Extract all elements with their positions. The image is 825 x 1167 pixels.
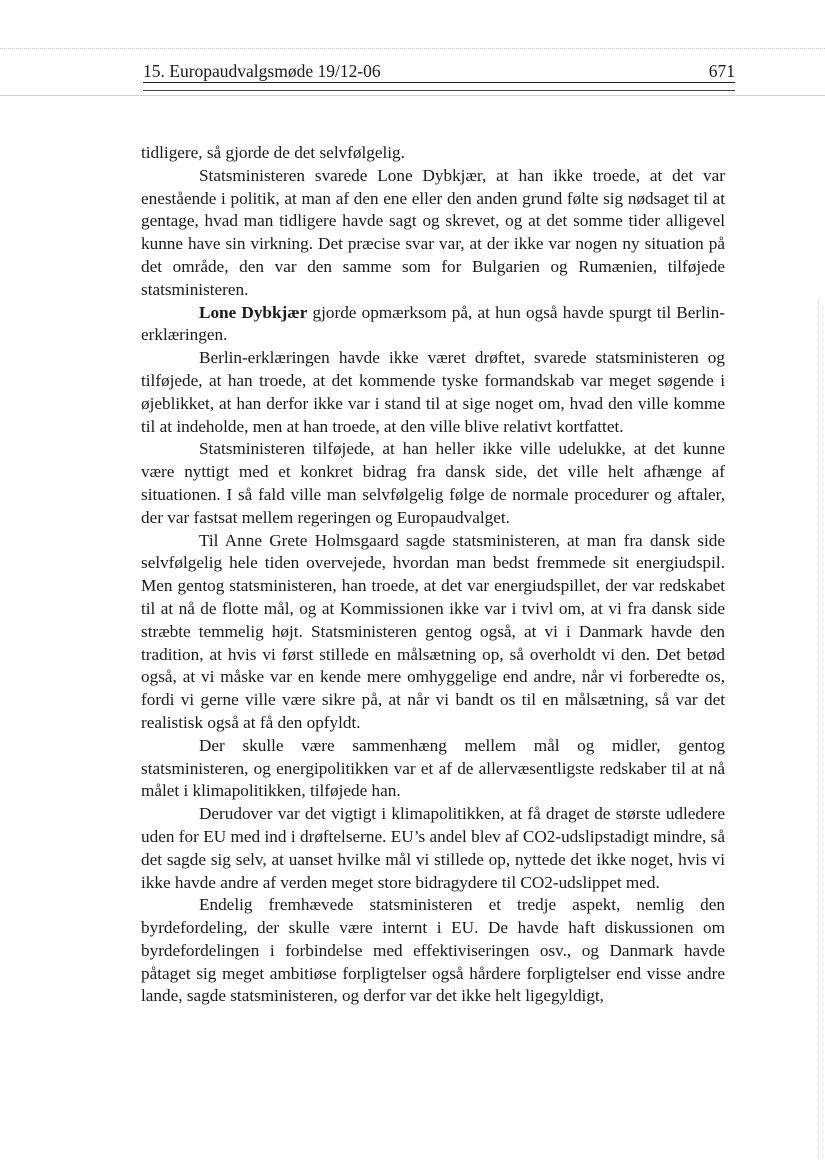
paragraph-continuation bbox=[141, 142, 725, 165]
running-header bbox=[143, 60, 735, 83]
paragraph bbox=[141, 530, 725, 735]
header-rule bbox=[143, 90, 735, 91]
paragraph-text: Endelig fremhævede statsministeren et tredje aspekt, nemlig den byrdefordeling, der skulle være internt i EU. De havde haft diskussionen om byrdefordelingen i forbindelse med effektiviseringen osv., og Danmark havde påtaget sig meget ambitiøse forpligtelser også hårdere forpligtelser end visse andre lande, sagde statsministeren, og derfor var det ikke helt ligegyldigt, bbox=[141, 895, 725, 1006]
header-title: 15. Europaudvalgsmøde 19/12-06 bbox=[143, 61, 381, 81]
paragraph-text: Statsministeren tilføjede, at han heller ikke ville udelukke, at det kunne være nyttigt med et konkret bidrag fra dansk side, det ville helt afhænge af situationen. I så fald ville man selvfølgelig følge de normale procedurer og aftaler, der var fastsat mellem regeringen og Europaudvalget. bbox=[141, 439, 725, 527]
paragraph-text: Der skulle være sammenhæng mellem mål og midler, gentog statsministeren, og energipolitikken var et af de allervæsentligste redskaber til at nå målet i klimapolitikken, tilføjede han. bbox=[141, 735, 725, 801]
paragraph-text: Statsministeren svarede Lone Dybkjær, at han ikke troede, at det var enestående i politik, at man af den ene eller den anden grund følte sig nødsaget til at gentage, hvad man tidligere havde sagt og skrevet, og at det somme tider alligevel kunne have sin virkning. Det præcise svar var, at der ikke var nogen ny situation på det område, den var den samme som for Bulgarien og Rumænien, tilføjede statsministeren. bbox=[141, 165, 725, 299]
paragraph bbox=[141, 165, 725, 302]
body-text bbox=[141, 142, 725, 1008]
paragraph bbox=[141, 894, 725, 1008]
paragraph-text: Berlin-erklæringen havde ikke været drøftet, svarede statsministeren og tilføjede, at han troede, at det kommende tyske formandskab var meget søgende i øjeblikket, at han derfor ikke var i stand til at sige noget om, hvad den ville komme til at indeholde, men at han troede, at den ville blive relativt kortfattet. bbox=[141, 348, 725, 436]
paragraph bbox=[141, 438, 725, 529]
scan-artifact-top-line bbox=[0, 48, 825, 49]
paragraph-text: Til Anne Grete Holmsgaard sagde statsministeren, at man fra dansk side selvfølgelig hele tiden overvejede, hvordan man bedst fremmede sit energiudspil. Men gentog statsministeren, han troede, at det var energiudspillet, der var redskabet til at nå de flotte mål, og at Kommissionen ikke var i tvivl om, at vi fra dansk side stræbte temmelig højt. Statsministeren gentog også, at vi i Danmark havde den tradition, at hvis vi først stillede en målsætning op, så overholdt vi den. Det betød også, at vi måske var en kende mere omhyggelige end andre, når vi forberedte os, fordi vi gerne ville være sikre på, at når vi bandt os til en målsætning, så var det realistisk også at få den opfyldt. bbox=[141, 530, 725, 732]
paragraph bbox=[141, 302, 725, 348]
paragraph bbox=[141, 735, 725, 803]
scan-artifact-bottom-line bbox=[0, 95, 825, 96]
scan-artifact-right-edge bbox=[818, 300, 819, 1160]
paragraph bbox=[141, 347, 725, 438]
paragraph-text: Derudover var det vigtigt i klimapolitikken, at få draget de største udledere uden for EU med ind i drøftelserne. EU’s andel blev af CO2-udslipstadigt mindre, så det sagde sig selv, at uanset hvilke mål vi stillede op, nyttede det ikke noget, hvis vi ikke havde andre af verden meget store bidragydere til CO2-udslippet med. bbox=[141, 804, 725, 892]
paragraph-text: gjorde opmærksom på, at hun også havde spurgt til Berlin-erklæringen. bbox=[141, 302, 725, 345]
paragraph-text: tidligere, så gjorde de det selvfølgelig. bbox=[141, 143, 405, 162]
speaker-name: Lone Dybkjær bbox=[199, 302, 308, 322]
paragraph bbox=[141, 803, 725, 894]
page-number: 671 bbox=[708, 61, 735, 81]
